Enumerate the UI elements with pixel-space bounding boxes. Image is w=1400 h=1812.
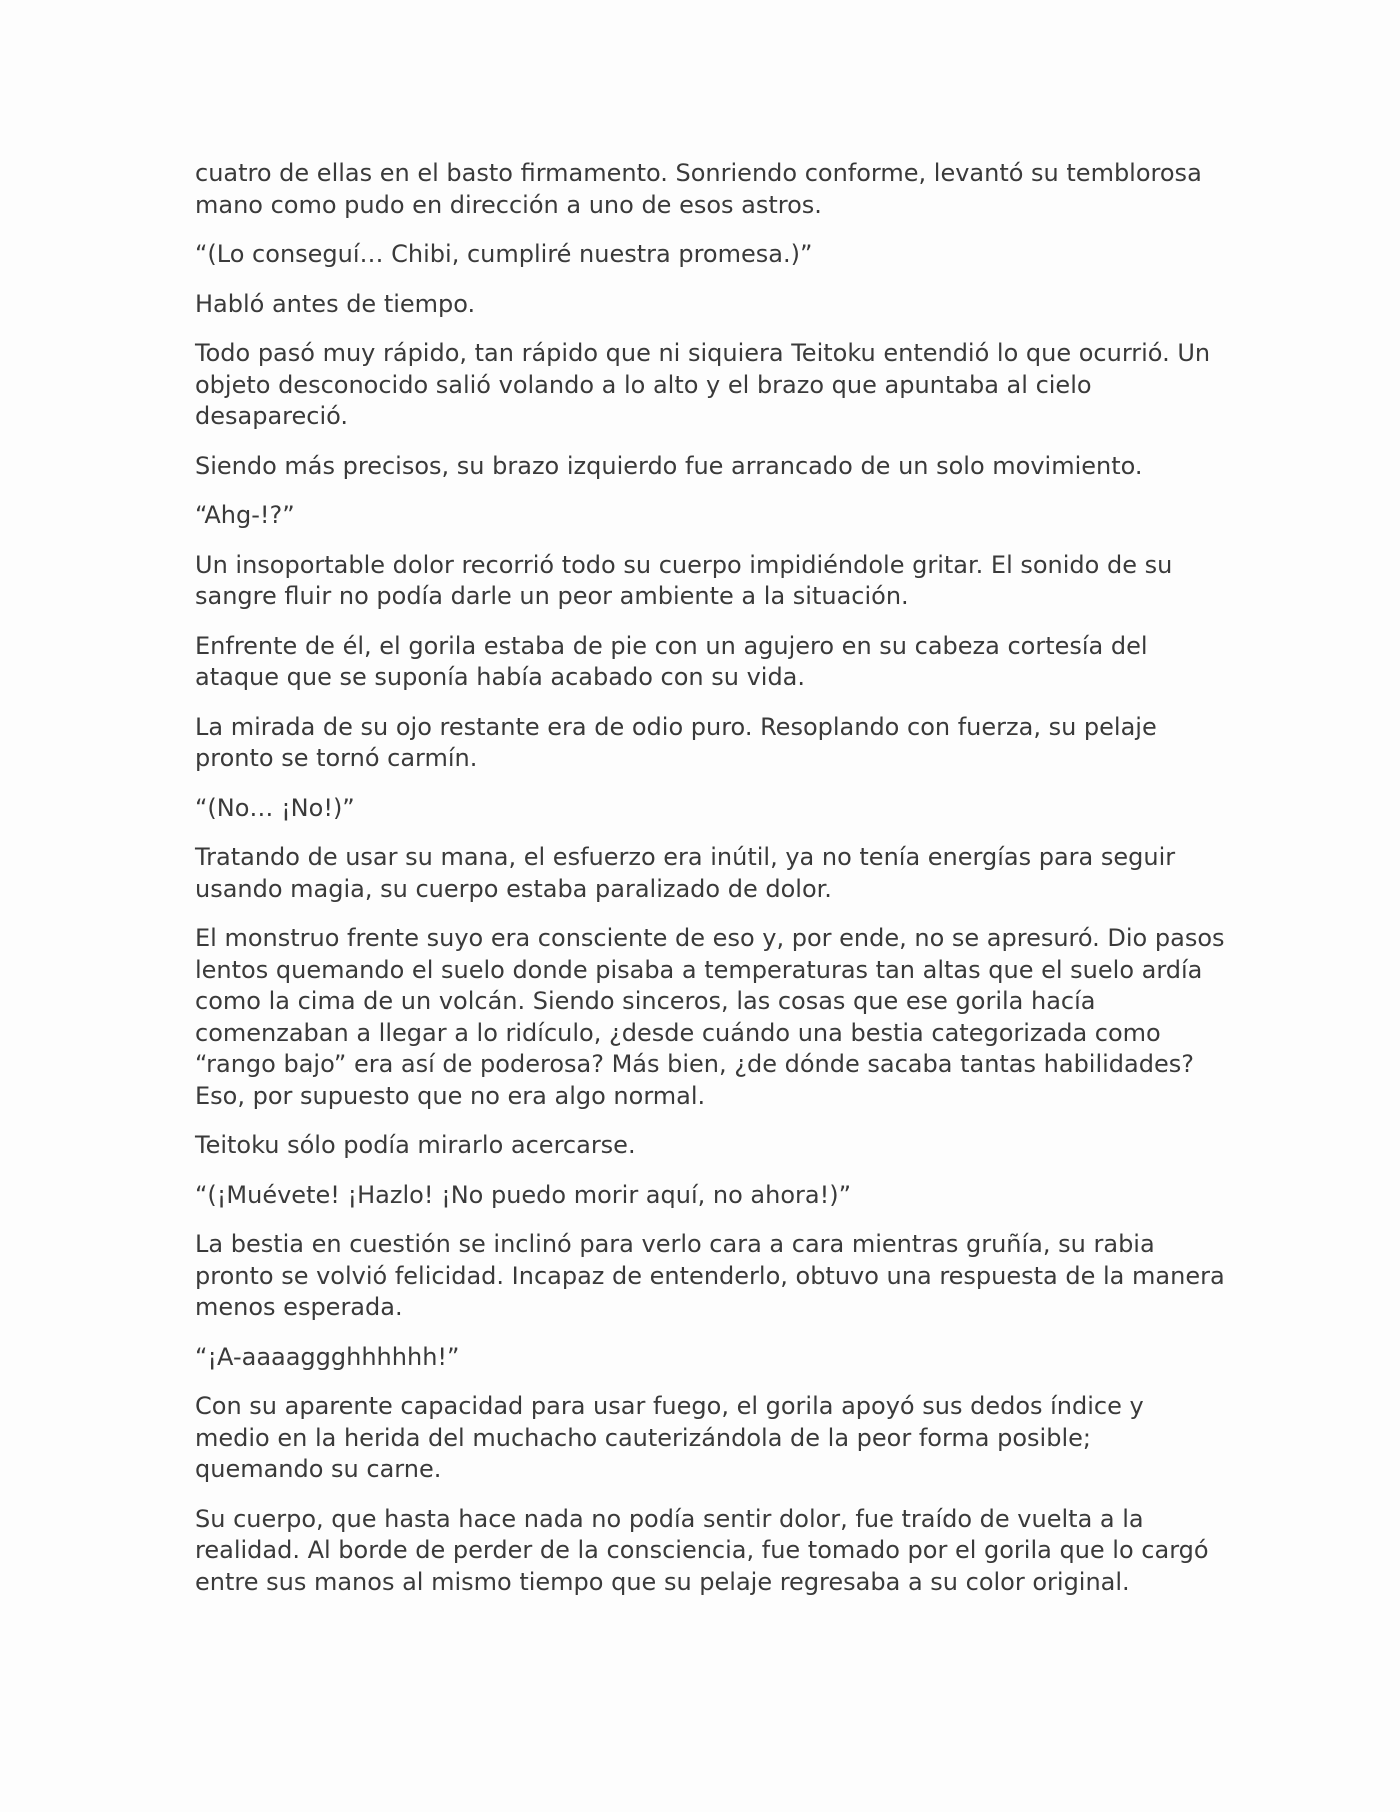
paragraph: cuatro de ellas en el basto firmamento. Sonriendo conforme, levantó su temblorosa mano como pudo en dirección a uno de esos astros. xyxy=(195,159,1202,219)
paragraph: El monstruo frente suyo era consciente de eso y, por ende, no se apresuró. Dio pasos lentos quemando el suelo donde pisaba a temperaturas tan altas que el suelo ardía como la cima de un volcán. Siendo sinceros, las cosas que ese gorila hacía comenzaban a llegar a lo ridículo, ¿desde cuándo una bestia categorizada como “rango bajo” era así de poderosa? Más bien, ¿de dónde sacaba tantas habilidades? Eso, por supuesto que no era algo normal. xyxy=(195,924,1225,1110)
paragraph: Un insoportable dolor recorrió todo su cuerpo impidiéndole gritar. El sonido de su sangre fluir no podía darle un peor ambiente a la situación. xyxy=(195,550,1173,610)
paragraph: Enfrente de él, el gorila estaba de pie con un agujero en su cabeza cortesía del ataque que se suponía había acabado con su vida. xyxy=(195,631,1148,691)
paragraph: Todo pasó muy rápido, tan rápido que ni siquiera Teitoku entendió lo que ocurrió. Un objeto desconocido salió volando a lo alto y el brazo que apuntaba al cielo desapareció. xyxy=(195,339,1211,430)
paragraph: La mirada de su ojo restante era de odio puro. Resoplando con fuerza, su pelaje pronto se tornó carmín. xyxy=(195,712,1157,772)
paragraph: “Ahg-!?” xyxy=(195,501,295,529)
paragraph: La bestia en cuestión se inclinó para verlo cara a cara mientras gruñía, su rabia pronto se volvió felicidad. Incapaz de entenderlo, obtuvo una respuesta de la manera menos esperada. xyxy=(195,1230,1225,1321)
body-text xyxy=(195,158,1225,1616)
paragraph: “(¡Muévete! ¡Hazlo! ¡No puedo morir aquí, no ahora!)” xyxy=(195,1180,852,1209)
paragraph: Su cuerpo, que hasta hace nada no podía sentir dolor, fue traído de vuelta a la realidad. Al borde de perder de la consciencia, fue tomado por el gorila que lo cargó entre sus manos al mismo tiempo que su pelaje regresaba a su color original. xyxy=(195,1504,1209,1596)
paragraph: Siendo más precisos, su brazo izquierdo fue arrancado de un solo movimiento. xyxy=(195,451,1143,480)
paragraph: “(Lo conseguí… Chibi, cumpliré nuestra promesa.)” xyxy=(195,240,813,268)
paragraph: Teitoku sólo podía mirarlo acercarse. xyxy=(195,1131,636,1159)
paragraph: “¡A-aaaaggghhhhhh!” xyxy=(195,1342,460,1371)
paragraph: Habló antes de tiempo. xyxy=(195,289,476,318)
paragraph: Con su aparente capacidad para usar fuego, el gorila apoyó sus dedos índice y medio en la herida del muchacho cauterizándola de la peor forma posible; quemando su carne. xyxy=(195,1392,1144,1483)
paragraph: Tratando de usar su mana, el esfuerzo era inútil, ya no tenía energías para seguir usando magia, su cuerpo estaba paralizado de dolor. xyxy=(195,843,1176,903)
paragraph: “(No… ¡No!)” xyxy=(195,793,355,822)
